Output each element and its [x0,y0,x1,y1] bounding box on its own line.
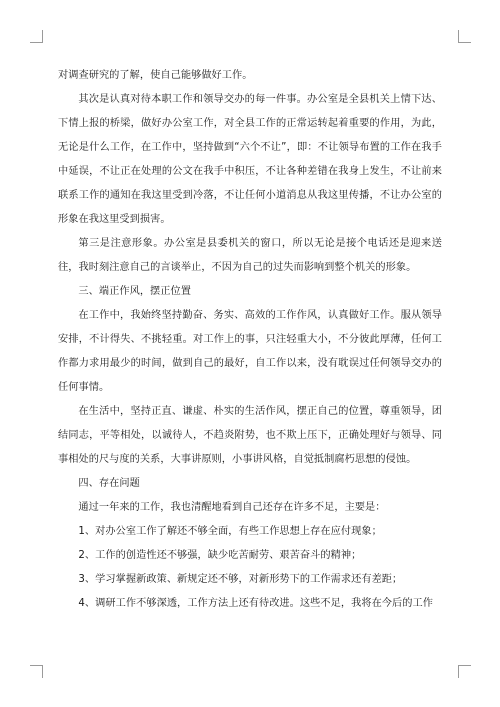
paragraph-life-style: 在生活中，坚持正直、谦虚、朴实的生活作风，摆正自己的位置，尊重领导，团结同志，平等相处，以诚待人，不趋炎附势，也不欺上压下，正确处理好与领导、同事相处的尺与度的关系，大事讲原则，小事讲风格，自觉抵制腐朽思想的侵蚀。 [58,406,442,465]
paragraph-image: 第三是注意形象。办公室是县委机关的窗口，所以无论是接个电话还是迎来送往，我时刻注意自己的言谈举止，不因为自己的过失而影响到整个机关的形象。 [58,238,442,273]
list-item-problem-3: 3、学习掌握新政策、新规定还不够，对新形势下的工作需求还有差距； [78,574,403,585]
document-body [58,64,442,616]
list-item-problem-2: 2、工作的创造性还不够强，缺少吃苦耐劳、艰苦奋斗的精神； [78,550,362,561]
section-heading-style: 三、端正作风，摆正位置 [78,286,192,297]
list-item-problem-1: 1、对办公室工作了解还不够全面，有些工作思想上存在应付现象； [78,526,382,537]
crop-mark-top-left [30,30,43,43]
crop-mark-bottom-right [458,665,471,678]
crop-mark-top-right [458,30,471,43]
paragraph-problems-intro: 通过一年来的工作，我也清醒地看到自己还存在许多不足，主要是： [78,502,386,513]
paragraph-work-style: 在工作中，我始终坚持勤奋、务实、高效的工作作风，认真做好工作。服从领导安排，不计得失、不挑轻重。对工作上的事，只注轻重大小，不分彼此厚薄，任何工作都力求用最少的时间，做到自己的最好，自工作以来，没有耽误过任何领导交办的任何事情。 [58,310,442,393]
list-item-problem-4: 4、调研工作不够深透，工作方法上还有待改进。这些不足，我将在今后的工作 [78,598,433,609]
section-heading-problems: 四、存在问题 [78,478,140,489]
crop-mark-bottom-left [30,665,43,678]
paragraph-duties: 其次是认真对待本职工作和领导交办的每一件事。办公室是全县机关上情下达、下情上报的桥梁，做好办公室工作，对全县工作的正常运转起着重要的作用，为此，无论是什么工作，在工作中，坚持做到“六个不让”，即：不让领导布置的工作在我手中延误，不让正在处理的公文在我手中积压，不让各种差错在我身上发生，不让前来联系工作的通知在我这里受到冷落，不让任何小道消息从我这里传播，不让办公室的形象在我这里受到损害。 [58,94,442,225]
paragraph-continuation: 对调查研究的了解，使自己能够做好工作。 [58,70,253,81]
